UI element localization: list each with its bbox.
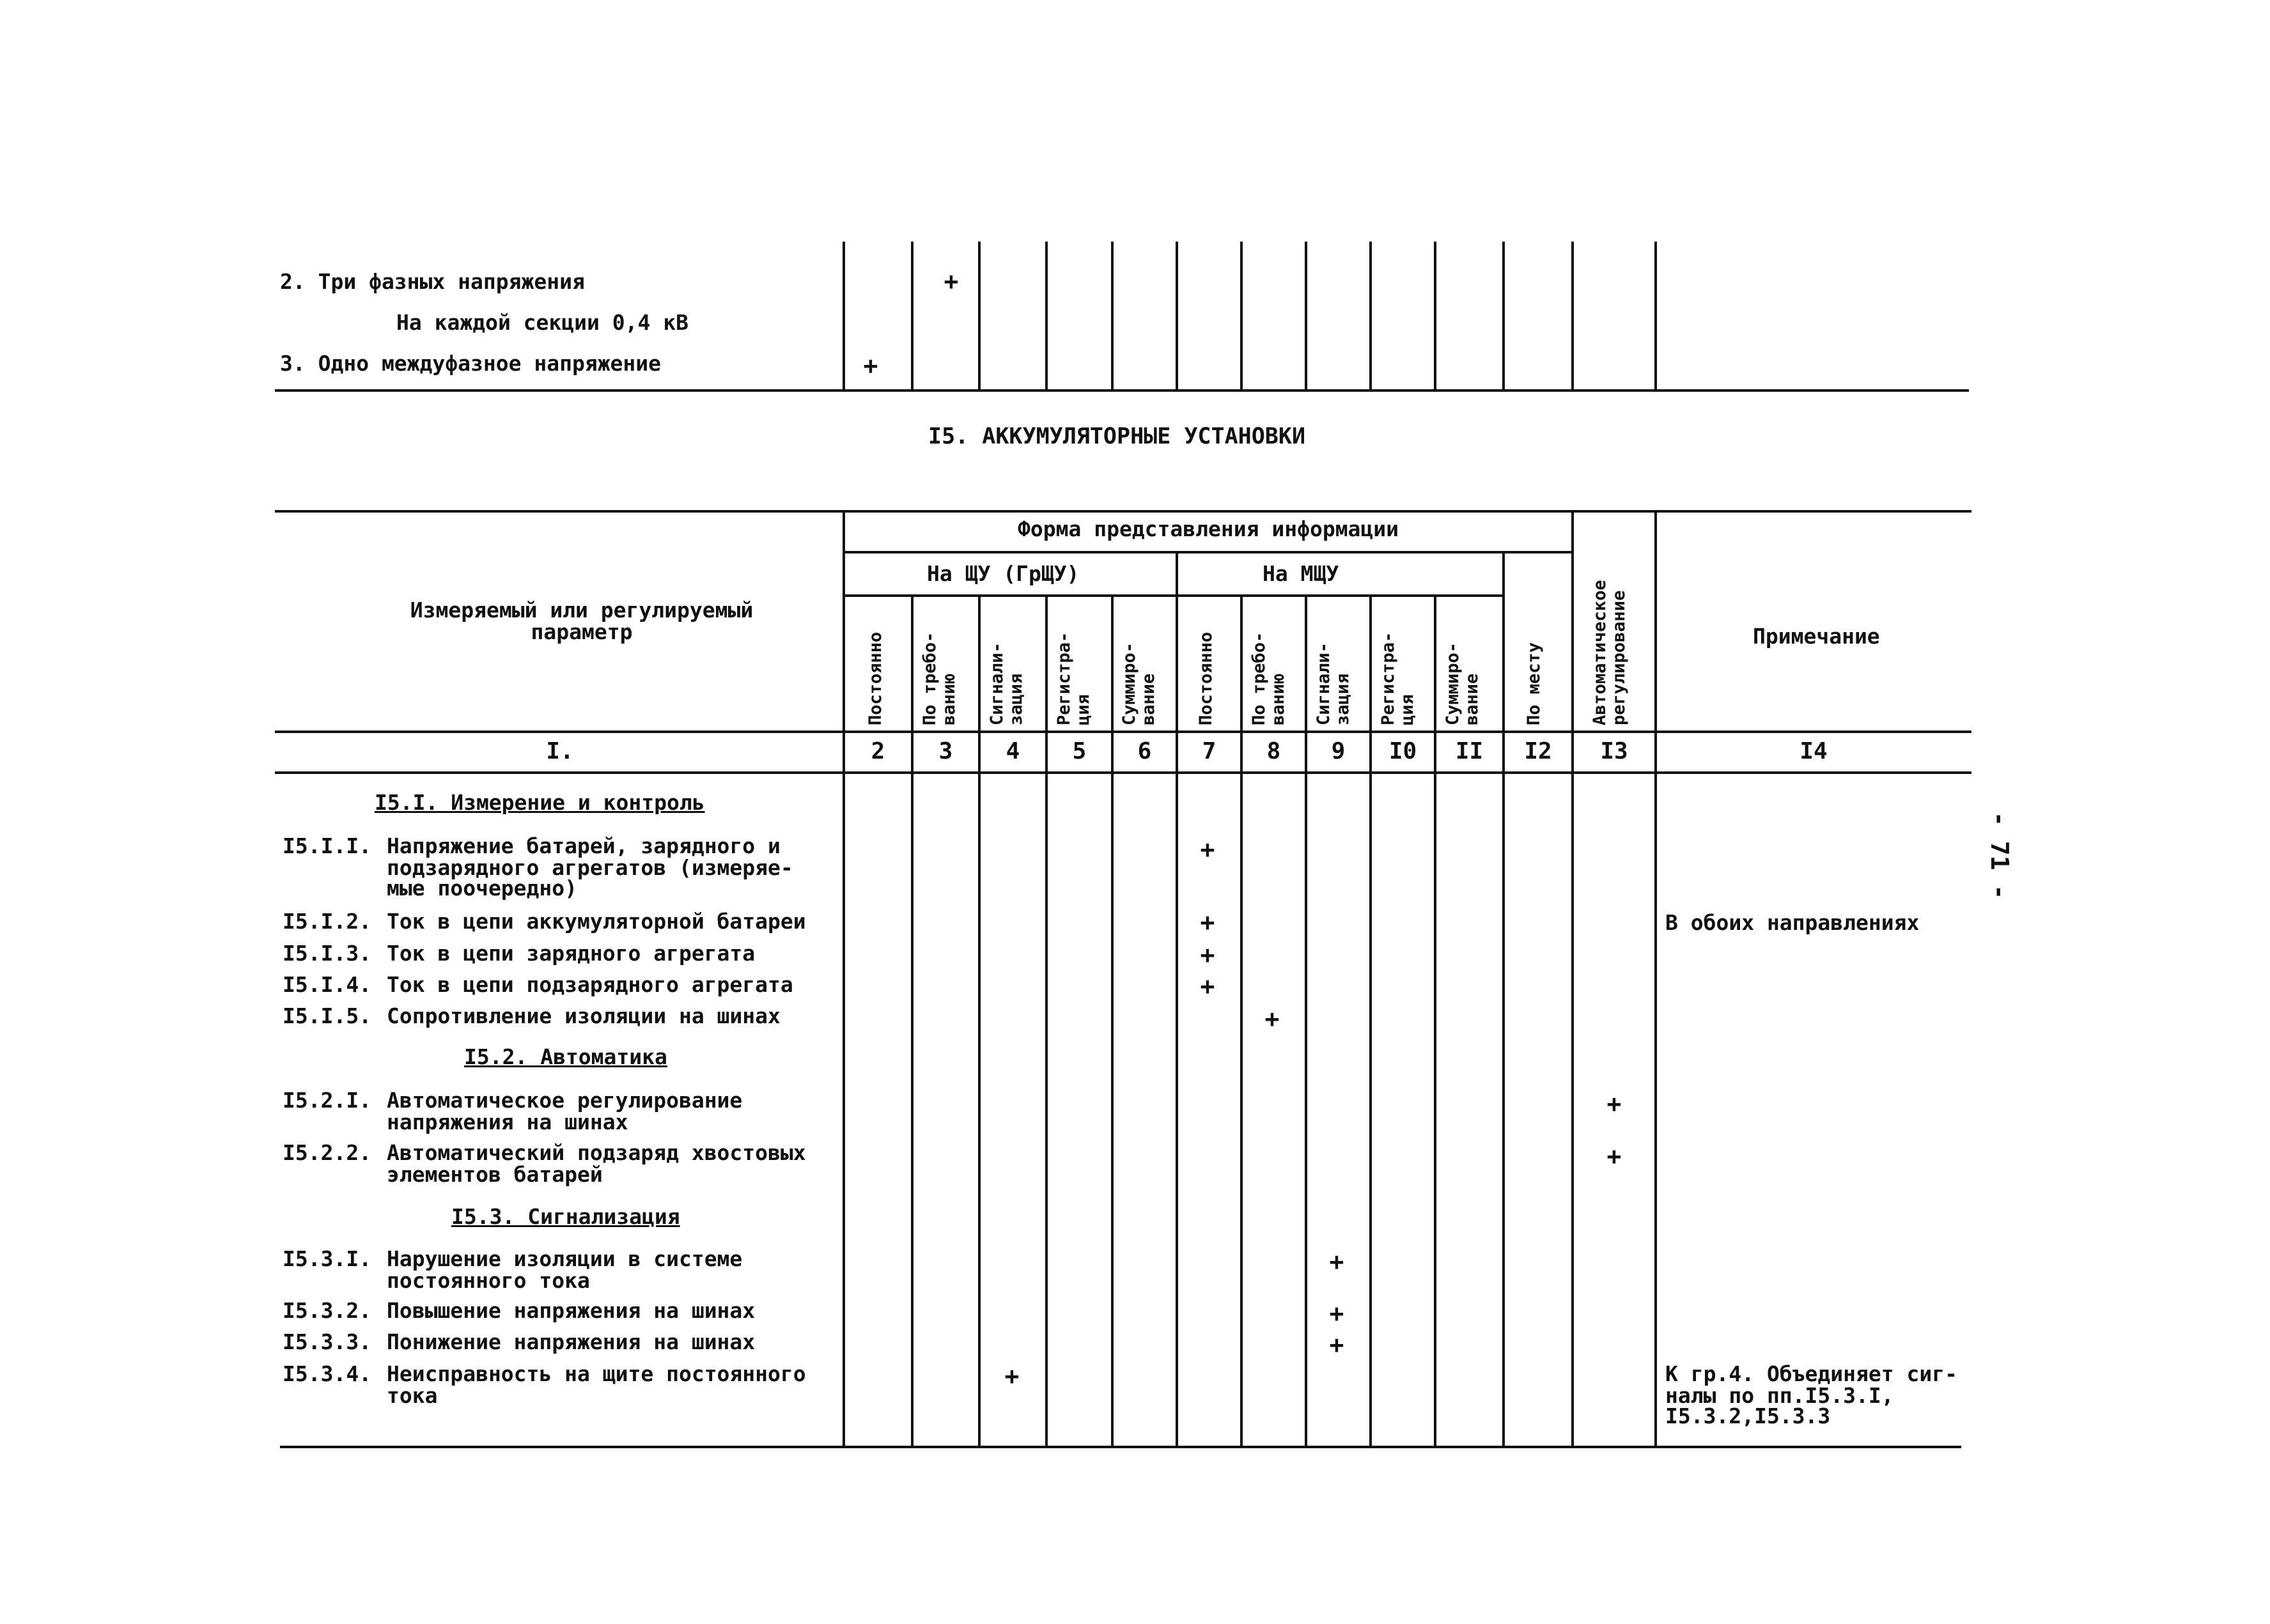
plus-mark: + bbox=[1200, 972, 1215, 1000]
row-number: I5.I.I. bbox=[283, 833, 372, 858]
plus-mark: + bbox=[1329, 1299, 1344, 1327]
col-number: 8 bbox=[1266, 738, 1281, 764]
col-number: 4 bbox=[1006, 738, 1020, 764]
table-top-rule bbox=[275, 510, 1971, 513]
numbers-bottom-rule bbox=[275, 771, 1971, 774]
column-divider bbox=[1176, 551, 1178, 1448]
col-label: Сигнали-зация bbox=[987, 642, 1026, 725]
col-label: По требо-ванию bbox=[1249, 631, 1288, 725]
row-number: I5.3.3. bbox=[283, 1329, 372, 1354]
row-text: Напряжение батарей, зарядного и bbox=[387, 833, 781, 858]
column-divider bbox=[1654, 242, 1657, 391]
top-row-label: 2. Три фазных напряжения bbox=[280, 269, 585, 294]
col-number: 5 bbox=[1072, 738, 1087, 764]
column-divider bbox=[1571, 242, 1574, 391]
plus-mark: + bbox=[1004, 1362, 1020, 1390]
row-number: I5.I.2. bbox=[283, 909, 372, 934]
col-number: I2 bbox=[1524, 738, 1552, 764]
table-bottom-rule bbox=[280, 1446, 1961, 1448]
row-text: напряжения на шинах bbox=[387, 1110, 628, 1134]
column-divider bbox=[1434, 242, 1436, 391]
col-number: I3 bbox=[1600, 738, 1628, 764]
col-number: 2 bbox=[871, 738, 885, 764]
col-label: Суммиро-вание bbox=[1119, 642, 1158, 725]
row-number: I5.3.I. bbox=[283, 1246, 372, 1271]
row-text: Неисправность на щите постоянного bbox=[387, 1361, 806, 1386]
row-text: тока bbox=[387, 1383, 438, 1408]
col-label: Постоянно bbox=[866, 631, 885, 725]
rule bbox=[843, 551, 1571, 553]
row-text: Сопротивление изоляции на шинах bbox=[387, 1003, 781, 1028]
plus-mark: + bbox=[1200, 941, 1215, 969]
column-divider bbox=[1502, 242, 1505, 391]
column-divider bbox=[1111, 242, 1114, 391]
plus-mark: + bbox=[1264, 1005, 1280, 1033]
column-divider bbox=[1305, 594, 1307, 1448]
page-number: - 71 - bbox=[1986, 812, 2014, 900]
column-divider bbox=[1305, 242, 1307, 391]
column-divider bbox=[911, 594, 913, 1448]
row-number: I5.I.4. bbox=[283, 972, 372, 997]
column-divider bbox=[1571, 510, 1574, 1448]
column-divider bbox=[1369, 594, 1372, 1448]
col-label: Регистра-ция bbox=[1054, 631, 1093, 725]
row-number: I5.2.I. bbox=[283, 1088, 372, 1113]
column-divider bbox=[1654, 510, 1657, 1448]
row-text: Ток в цепи зарядного агрегата bbox=[387, 941, 756, 966]
row-text: элементов батарей bbox=[387, 1162, 603, 1187]
row-text: Понижение напряжения на шинах bbox=[387, 1329, 756, 1354]
param-header: Измеряемый или регулируемый параметр bbox=[410, 598, 754, 644]
col-number: I0 bbox=[1388, 738, 1417, 764]
row-text: Нарушение изоляции в системе bbox=[387, 1246, 743, 1271]
row-text: Ток в цепи подзарядного агрегата bbox=[387, 972, 793, 997]
col-label: Регистра-ция bbox=[1378, 631, 1417, 725]
column-divider bbox=[1369, 242, 1372, 391]
plus-mark: + bbox=[1200, 908, 1215, 936]
plus-mark: + bbox=[1329, 1248, 1344, 1276]
row-note: налы по пп.I5.3.I, bbox=[1665, 1383, 1894, 1408]
row-number: I5.2.2. bbox=[283, 1140, 372, 1165]
top-row-label: 3. Одно междуфазное напряжение bbox=[280, 351, 662, 376]
plus-mark: + bbox=[944, 267, 959, 295]
col-number: I. bbox=[546, 738, 574, 764]
column-divider bbox=[1045, 594, 1048, 1448]
section-heading: I5.3. Сигнализация bbox=[451, 1204, 680, 1229]
col-number: 9 bbox=[1331, 738, 1346, 764]
col-number: II bbox=[1455, 738, 1484, 764]
column-divider bbox=[843, 510, 845, 1448]
row-text: подзарядного агрегатов (измеряе- bbox=[387, 855, 793, 880]
row-note: I5.3.2,I5.3.3 bbox=[1665, 1404, 1831, 1428]
pshu-header: На ЩУ (ГрЩУ) bbox=[927, 561, 1080, 586]
column-divider bbox=[1502, 551, 1505, 1448]
row-number: I5.3.4. bbox=[283, 1361, 372, 1386]
column-divider bbox=[1240, 242, 1243, 391]
row-text: мые поочередно) bbox=[387, 876, 578, 901]
section-heading: I5.I. Измерение и контроль bbox=[375, 790, 705, 815]
col-number: 3 bbox=[938, 738, 953, 764]
form-header: Форма представления информации bbox=[1018, 516, 1399, 541]
mshu-header: На МЩУ bbox=[1263, 561, 1339, 586]
plus-mark: + bbox=[1329, 1331, 1344, 1359]
column-divider bbox=[1045, 242, 1048, 391]
column-divider bbox=[1111, 594, 1114, 1448]
row-text: Автоматический подзаряд хвостовых bbox=[387, 1140, 806, 1165]
column-divider bbox=[911, 242, 913, 391]
plus-mark: + bbox=[1606, 1142, 1622, 1170]
row-number: I5.I.3. bbox=[283, 941, 372, 966]
col-label: Постоянно bbox=[1196, 631, 1216, 725]
col-number: I4 bbox=[1800, 738, 1828, 764]
column-divider bbox=[978, 594, 981, 1448]
column-divider bbox=[978, 242, 981, 391]
section-heading: I5.2. Автоматика bbox=[464, 1044, 667, 1069]
note-header: Примечание bbox=[1753, 624, 1880, 649]
row-note: К гр.4. Объединяет сиг- bbox=[1665, 1361, 1957, 1386]
row-number: I5.I.5. bbox=[283, 1003, 372, 1028]
row-text: Автоматическое регулирование bbox=[387, 1088, 743, 1113]
col-label: Сигнали-зация bbox=[1314, 642, 1353, 725]
top-row-label: На каждой секции 0,4 кВ bbox=[396, 310, 688, 335]
column-divider bbox=[1176, 242, 1178, 391]
row-text: Повышение напряжения на шинах bbox=[387, 1298, 756, 1323]
plus-mark: + bbox=[1200, 835, 1215, 863]
rule bbox=[275, 389, 1969, 392]
column-divider bbox=[1434, 594, 1436, 1448]
col-label: Автоматическое регулирование bbox=[1590, 580, 1629, 725]
row-text: постоянного тока bbox=[387, 1268, 590, 1293]
section-title: I5. АККУМУЛЯТОРНЫЕ УСТАНОВКИ bbox=[928, 424, 1306, 449]
plus-mark: + bbox=[863, 352, 878, 380]
plus-mark: + bbox=[1606, 1090, 1622, 1118]
col-label: По требо-ванию bbox=[920, 631, 959, 725]
col-label: По месту bbox=[1524, 642, 1544, 725]
column-divider bbox=[1240, 594, 1243, 1448]
col-number: 7 bbox=[1202, 738, 1217, 764]
header-bottom-rule bbox=[275, 731, 1971, 733]
col-label: Суммиро-вание bbox=[1443, 642, 1482, 725]
row-text: Ток в цепи аккумуляторной батареи bbox=[387, 909, 806, 934]
row-note: В обоих направлениях bbox=[1665, 910, 1920, 935]
row-number: I5.3.2. bbox=[283, 1298, 372, 1323]
col-number: 6 bbox=[1137, 738, 1152, 764]
column-divider bbox=[843, 242, 845, 391]
rule bbox=[843, 594, 1504, 597]
